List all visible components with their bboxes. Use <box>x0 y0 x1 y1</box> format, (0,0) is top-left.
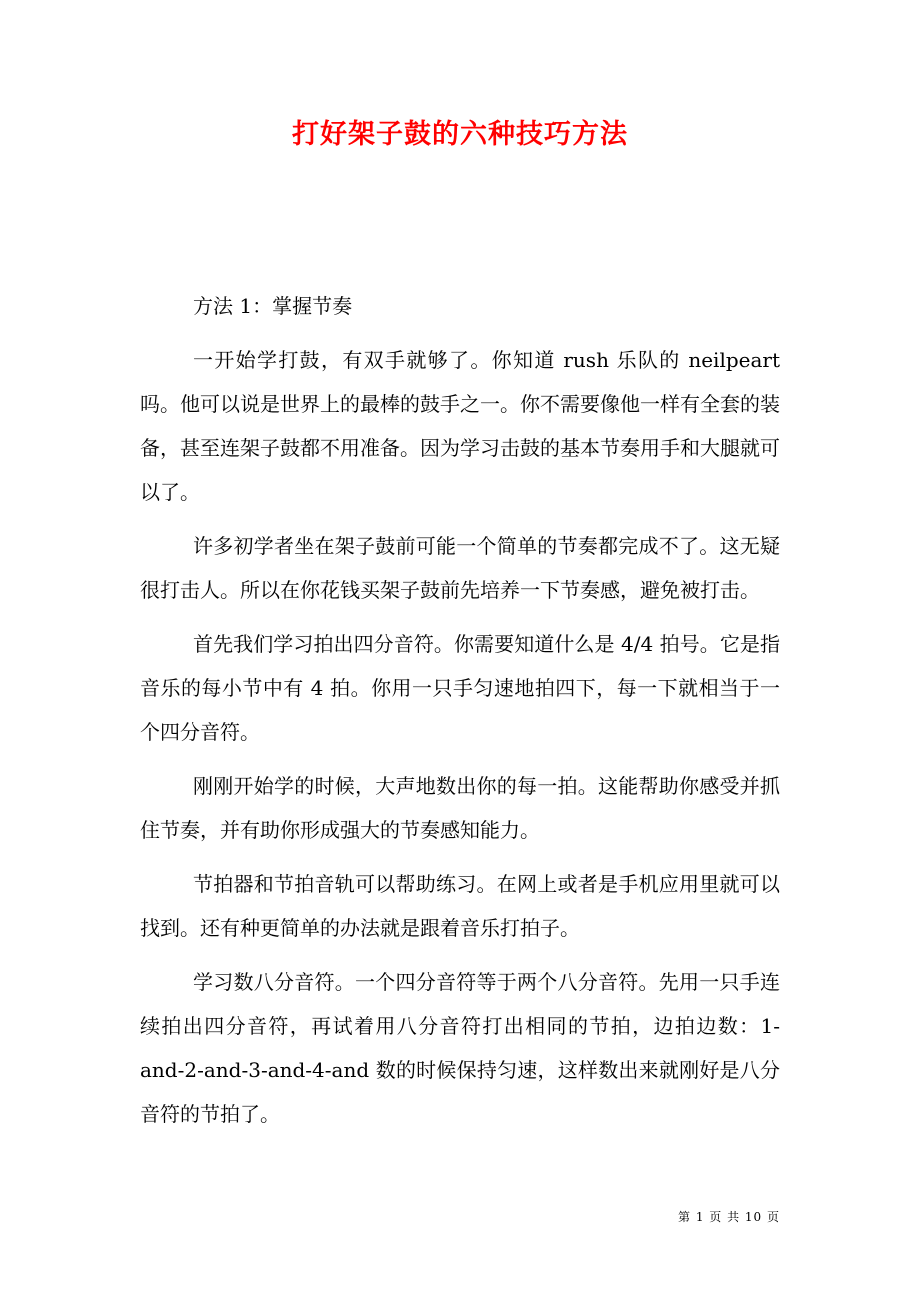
paragraph: 许多初学者坐在架子鼓前可能一个简单的节奏都完成不了。这无疑很打击人。所以在你花钱买架子鼓前先培养一下节奏感，避免被打击。 <box>140 534 780 602</box>
page-title: 打好架子鼓的六种技巧方法 <box>292 119 628 150</box>
section-heading: 方法 1：掌握节奏 <box>193 294 353 318</box>
paragraph: 首先我们学习拍出四分音符。你需要知道什么是 4/4 拍号。它是指音乐的每小节中有 4 拍。你用一只手匀速地拍四下，每一下就相当于一个四分音符。 <box>140 632 780 744</box>
paragraph: 一开始学打鼓，有双手就够了。你知道 rush 乐队的 neilpeart 吗。他可以说是世界上的最棒的鼓手之一。你不需要像他一样有全套的装备，甚至连架子鼓都不用准备。因为学习击鼓的基本节奏用手和大腿就可以了。 <box>140 348 780 504</box>
paragraph: 刚刚开始学的时候，大声地数出你的每一拍。这能帮助你感受并抓住节奏，并有助你形成强大的节奏感知能力。 <box>140 774 780 842</box>
paragraph: 学习数八分音符。一个四分音符等于两个八分音符。先用一只手连续拍出四分音符，再试着用八分音符打出相同的节拍，边拍边数：1-and-2-and-3-and-4-and 数的时候保持匀速，这样数出来就刚好是八分音符的节拍了。 <box>140 970 780 1126</box>
paragraph: 节拍器和节拍音轨可以帮助练习。在网上或者是手机应用里就可以找到。还有种更简单的办法就是跟着音乐打拍子。 <box>140 872 780 940</box>
page-footer: 第 1 页 共 10 页 <box>678 1210 780 1224</box>
document-body <box>140 284 780 1146</box>
